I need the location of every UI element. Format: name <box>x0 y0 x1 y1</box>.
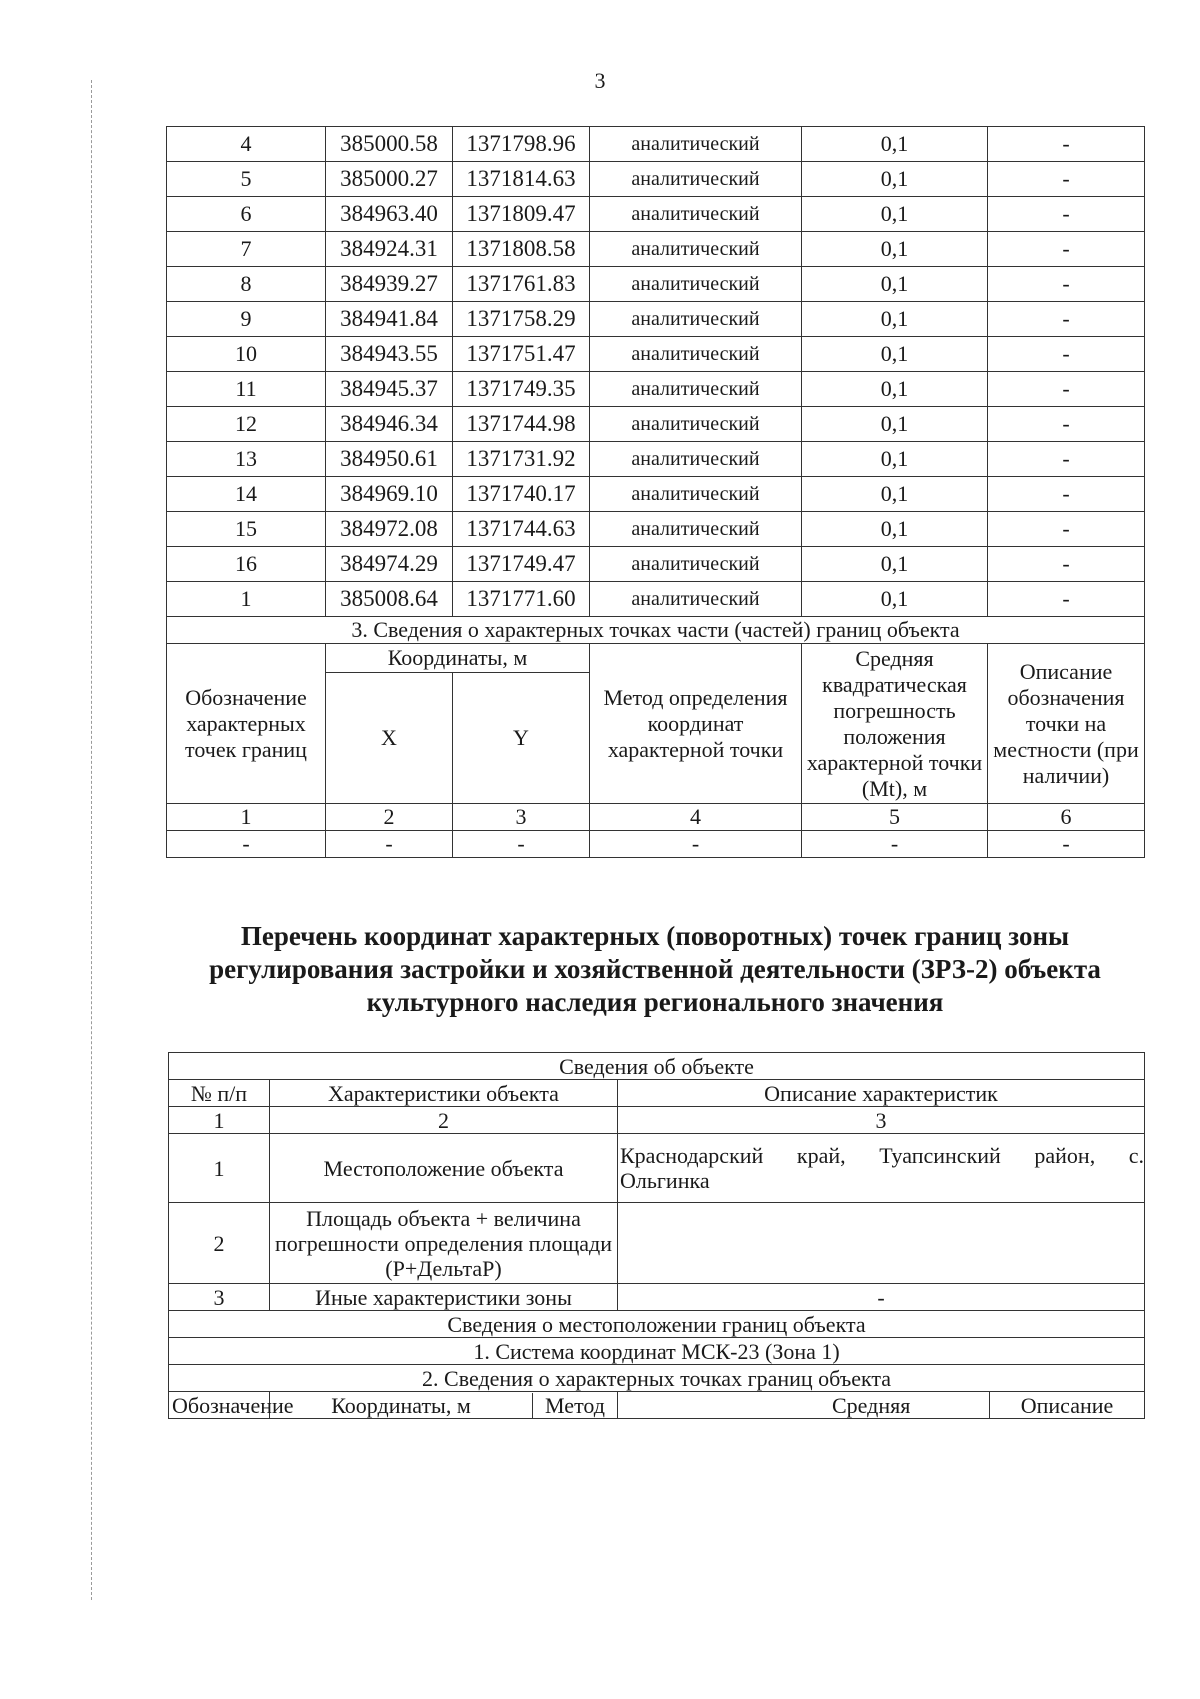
table-row <box>167 337 1145 372</box>
description: - <box>988 372 1145 407</box>
mt-value: 0,1 <box>802 372 988 407</box>
page-number: 3 <box>594 68 606 93</box>
row-number: 3 <box>169 1284 270 1311</box>
method: аналитический <box>590 127 802 162</box>
bottom-header-designation: Обозначение <box>169 1392 270 1419</box>
coord-x: 385000.58 <box>326 127 453 162</box>
table-row <box>167 407 1145 442</box>
point-number: 7 <box>167 232 326 267</box>
mt-value: 0,1 <box>802 407 988 442</box>
coord-y: 1371740.17 <box>453 477 590 512</box>
left-margin-line <box>91 80 92 1600</box>
point-number: 15 <box>167 512 326 547</box>
coord-y: 1371751.47 <box>453 337 590 372</box>
col-number: 2 <box>270 1107 618 1134</box>
coord-y: 1371744.63 <box>453 512 590 547</box>
table-row <box>167 162 1145 197</box>
description: - <box>988 127 1145 162</box>
table-row <box>167 127 1145 162</box>
points-title: 2. Сведения о характерных точках границ объекта <box>169 1365 1145 1392</box>
row-name-other: Иные характеристики зоны <box>270 1284 618 1311</box>
point-number: 12 <box>167 407 326 442</box>
coord-y: 1371771.60 <box>453 582 590 617</box>
description: - <box>988 547 1145 582</box>
point-number: 14 <box>167 477 326 512</box>
coord-y: 1371798.96 <box>453 127 590 162</box>
description: - <box>988 162 1145 197</box>
col-number: 4 <box>590 804 802 831</box>
method: аналитический <box>590 477 802 512</box>
coord-x: 384946.34 <box>326 407 453 442</box>
point-number: 9 <box>167 302 326 337</box>
header-mt: Средняя квадратическая погрешность положения характерной точки (Mt), м <box>802 644 988 804</box>
table-row <box>167 372 1145 407</box>
method: аналитический <box>590 197 802 232</box>
table-row <box>167 267 1145 302</box>
bottom-header-mt-wrap <box>618 1392 990 1419</box>
description: - <box>988 442 1145 477</box>
point-number: 8 <box>167 267 326 302</box>
location-line-2: Ольгинка <box>620 1168 710 1193</box>
row-number: 2 <box>169 1203 270 1284</box>
method: аналитический <box>590 232 802 267</box>
header-method: Метод определения координат характерной точки <box>590 644 802 804</box>
mt-value: 0,1 <box>802 582 988 617</box>
coord-x: 384963.40 <box>326 197 453 232</box>
point-number: 5 <box>167 162 326 197</box>
description: - <box>988 512 1145 547</box>
coord-x: 384924.31 <box>326 232 453 267</box>
col-header-number: № п/п <box>169 1080 270 1107</box>
header-description: Описание обозначения точки на местности (при наличии) <box>988 644 1145 804</box>
row-value-other: - <box>618 1284 1145 1311</box>
col-number: 6 <box>988 804 1145 831</box>
bottom-header-coordinates: Координаты, м <box>331 1392 471 1418</box>
col-number: 3 <box>618 1107 1145 1134</box>
points-table <box>166 126 1145 858</box>
col-header-characteristics: Характеристики объекта <box>270 1080 618 1107</box>
row-name-area: Площадь объекта + величина погрешности определения площади (Р+ДельтаР) <box>270 1203 618 1284</box>
mt-value: 0,1 <box>802 127 988 162</box>
empty-cell: - <box>988 831 1145 858</box>
description: - <box>988 407 1145 442</box>
coord-x: 384939.27 <box>326 267 453 302</box>
coord-x: 385000.27 <box>326 162 453 197</box>
table-row <box>167 232 1145 267</box>
point-number: 4 <box>167 127 326 162</box>
description: - <box>988 267 1145 302</box>
coord-y: 1371808.58 <box>453 232 590 267</box>
mt-value: 0,1 <box>802 162 988 197</box>
point-number: 13 <box>167 442 326 477</box>
header-coordinates: Координаты, м <box>326 644 590 673</box>
header-y: Y <box>453 673 590 804</box>
header-designation: Обозначение характерных точек границ <box>167 644 326 804</box>
method: аналитический <box>590 512 802 547</box>
description: - <box>988 582 1145 617</box>
col-header-description: Описание характеристик <box>618 1080 1145 1107</box>
coord-y: 1371731.92 <box>453 442 590 477</box>
point-number: 10 <box>167 337 326 372</box>
row-value-location <box>618 1134 1145 1203</box>
bottom-header-mt: Средняя <box>832 1392 911 1418</box>
section3-title: 3. Сведения о характерных точках части (частей) границ объекта <box>167 617 1145 644</box>
col-number: 3 <box>453 804 590 831</box>
method: аналитический <box>590 337 802 372</box>
table-row <box>167 582 1145 617</box>
coord-x: 384969.10 <box>326 477 453 512</box>
empty-cell: - <box>802 831 988 858</box>
point-number: 1 <box>167 582 326 617</box>
mt-value: 0,1 <box>802 267 988 302</box>
col-number: 5 <box>802 804 988 831</box>
coord-x: 384950.61 <box>326 442 453 477</box>
method: аналитический <box>590 442 802 477</box>
empty-cell: - <box>590 831 802 858</box>
coord-x: 384972.08 <box>326 512 453 547</box>
coord-y: 1371744.98 <box>453 407 590 442</box>
mt-value: 0,1 <box>802 477 988 512</box>
row-value-area <box>618 1203 1145 1284</box>
table-row <box>167 442 1145 477</box>
header-x: X <box>326 673 453 804</box>
table-row <box>167 302 1145 337</box>
coordinate-system: 1. Система координат МСК-23 (Зона 1) <box>169 1338 1145 1365</box>
mt-value: 0,1 <box>802 232 988 267</box>
col-number: 1 <box>167 804 326 831</box>
description: - <box>988 337 1145 372</box>
method: аналитический <box>590 407 802 442</box>
mt-value: 0,1 <box>802 547 988 582</box>
coord-x: 384943.55 <box>326 337 453 372</box>
coord-y: 1371809.47 <box>453 197 590 232</box>
point-number: 6 <box>167 197 326 232</box>
object-table <box>168 1052 1145 1419</box>
mt-value: 0,1 <box>802 337 988 372</box>
point-number: 11 <box>167 372 326 407</box>
object-info-title: Сведения об объекте <box>169 1053 1145 1080</box>
mt-value: 0,1 <box>802 197 988 232</box>
row-name-location: Местоположение объекта <box>270 1134 618 1203</box>
coord-y: 1371761.83 <box>453 267 590 302</box>
col-number: 2 <box>326 804 453 831</box>
mt-value: 0,1 <box>802 442 988 477</box>
description: - <box>988 197 1145 232</box>
table-row <box>167 512 1145 547</box>
description: - <box>988 477 1145 512</box>
method: аналитический <box>590 267 802 302</box>
points-table-body <box>167 127 1145 617</box>
description: - <box>988 302 1145 337</box>
location-title: Сведения о местоположении границ объекта <box>169 1311 1145 1338</box>
row-number: 1 <box>169 1134 270 1203</box>
method: аналитический <box>590 582 802 617</box>
coord-x: 384941.84 <box>326 302 453 337</box>
table-row <box>167 197 1145 232</box>
method: аналитический <box>590 302 802 337</box>
location-line-1: Краснодарский край, Туапсинский район, с. <box>620 1143 1145 1168</box>
method: аналитический <box>590 162 802 197</box>
coord-y: 1371749.35 <box>453 372 590 407</box>
method: аналитический <box>590 372 802 407</box>
point-number: 16 <box>167 547 326 582</box>
coord-y: 1371749.47 <box>453 547 590 582</box>
coord-x: 384945.37 <box>326 372 453 407</box>
method: аналитический <box>590 547 802 582</box>
document-heading: Перечень координат характерных (поворотных) точек границ зоны регулирования застройки и хозяйственной деятельности (ЗРЗ-2) объекта культурного наследия регионального значения <box>209 921 1101 1017</box>
col-number: 1 <box>169 1107 270 1134</box>
mt-value: 0,1 <box>802 302 988 337</box>
coord-y: 1371814.63 <box>453 162 590 197</box>
empty-cell: - <box>453 831 590 858</box>
bottom-header-description: Описание <box>990 1392 1145 1419</box>
table-row <box>167 547 1145 582</box>
bottom-header-padding <box>618 1393 802 1418</box>
mt-value: 0,1 <box>802 512 988 547</box>
empty-cell: - <box>167 831 326 858</box>
table-row <box>167 477 1145 512</box>
coord-y: 1371758.29 <box>453 302 590 337</box>
description: - <box>988 232 1145 267</box>
coord-x: 385008.64 <box>326 582 453 617</box>
coord-x: 384974.29 <box>326 547 453 582</box>
empty-cell: - <box>326 831 453 858</box>
bottom-header-coords-wrap <box>270 1392 618 1419</box>
bottom-header-method: Метод <box>532 1393 617 1418</box>
